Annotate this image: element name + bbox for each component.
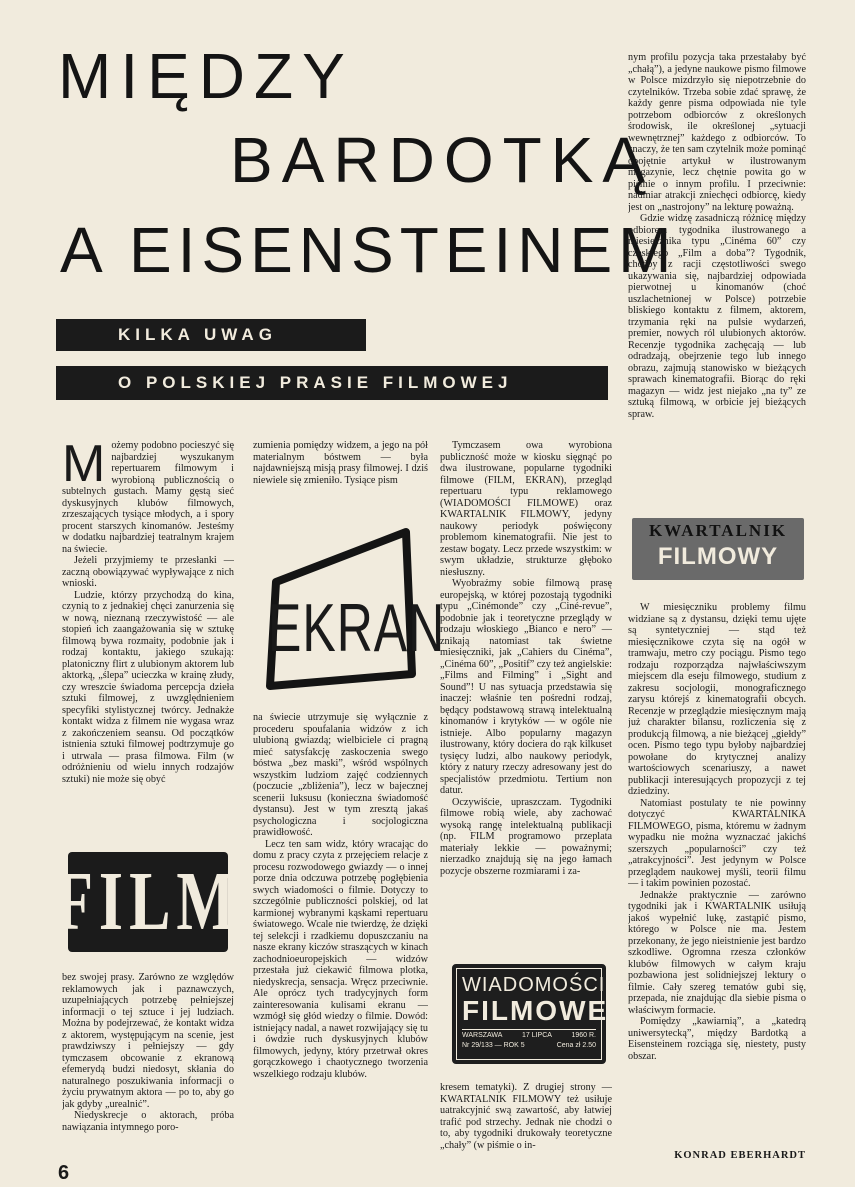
article-column-2-bottom	[253, 712, 428, 1160]
article-column-3-top	[440, 440, 612, 948]
paragraph: kresem tematyki). Z drugiej strony — KWARTALNIK FILMOWY też usiłuje uatrakcyjnić swą zawartość, aby łatwiej trafić pod strzechy. Jednak nie chodzi o to, aby tygodniki drukowały teoretyczne „chały” (w piśmie o in-	[440, 1082, 612, 1151]
article-column-3-bottom	[440, 1082, 612, 1162]
article-column-4-top	[628, 52, 806, 500]
wiadomosci-logo-meta-2	[462, 1040, 596, 1050]
kwartalnik-logo-line-1: KWARTALNIK	[648, 521, 788, 540]
wiadomosci-logo-line-1: WIADOMOŚCI	[462, 974, 606, 996]
paragraph: Oczywiście, upraszczam. Tygodniki filmowe robią wiele, aby zachować wysoką rangę intelektualną publikacji (np. FILM programowo przeplata materiały lekkie — poważnymi; nierzadko znajdują się na jego łamach pozycje obszerne rozmiarami i za-	[440, 796, 612, 877]
kwartalnik-filmowy-logo	[632, 518, 804, 580]
paragraph: na świecie utrzymuje się wyłącznie z procederu spoufalania widzów z ich ulubioną gwiazdą; wielbiciele ci pragną mieć satysfakcję zaskoczenia swego bóstwa „bez maski”, wśród wspólnych wszystkim ludziom zajęć codziennych (poczucie „zbliżenia”), lecz w bajecznej scenerii luksusu (konieczna świadomość dystansu). Jest w tym zresztą jakaś psychologiczna i socjologiczna prawidłowość.	[253, 712, 428, 838]
paragraph: Tymczasem owa wyrobiona publiczność może w kiosku sięgnąć po dwa ilustrowane, popularne tygodniki filmowe (FILM, EKRAN), przegląd repertuaru typu reklamowego (WIADOMOŚCI FILMOWE) oraz KWARTALNIK FILMOWY, jedyny naukowy periodyk poświęcony problemom kinematografii. Nie jest to zestaw bogaty. Lecz przede wszystkim: w swym układzie, strukturze głęboko niesłuszny.	[440, 440, 612, 578]
subtitle-line-1: KILKA UWAG	[118, 325, 277, 344]
headline-line-1: MIĘDZY	[58, 40, 354, 112]
ekran-magazine-logo	[258, 524, 446, 696]
wiadomosci-filmowe-logo	[452, 964, 609, 1064]
paragraph: Ludzie, którzy przychodzą do kina, czynią to z jednakiej chęci zanurzenia się w nową, nieznaną rzeczywistość — ale stopień ich zaangażowania się w sztukę filmową bywa rozmaity, podobnie jak i rodzaj kontaktu, jakiego szukają: platoniczny flirt z ulubionym aktorem lub aktorką, „ślepa” ucieczka w krainę złudy, czy wreszcie świadoma percepcja dzieła sztuki filmowej, z uwzględnieniem specyfiki stylistycznej twórcy. Jednakże kontakt widza z filmem nie wygasa wraz z zakończeniem seansu. Od początków istnienia sztuki filmowej podtrzymuje go i utrwala — prasa filmowa. Film (w odróżnieniu od wielu innych rodzajów sztuki) nie może się obyć	[62, 589, 234, 785]
headline-line-2: BARDOTKĄ	[230, 124, 655, 196]
wiadomosci-meta-right: 1960 R.	[571, 1032, 596, 1039]
wiadomosci-logo-meta	[462, 1029, 596, 1040]
paragraph: nym profilu pozycja taka przestałaby być „chałą”), a jedyne naukowe pismo filmowe w Polsce mizdrzyło się niepotrzebnie do czytelników. Trzeba sobie zdać sprawę, że każdy genre pisma odpowiada nie tyle potrzebom odbiorców z określonych środowisk, ile określonej „sytuacji wewnętrznej” każdego z odbiorców. To znaczy, że ten sam czytelnik może pominąć obojętnie artykuł w ilustrowanym magazynie, lecz chętnie powita go w piśmie o innym profilu. I przeciwnie: nadmiar atrakcji zniechęci odbiorcę, kiedy jest on „nastrojony” na lekturę poważną.	[628, 52, 806, 213]
paragraph: ożemy podobno pocieszyć się najbardziej wyszukanym repertuarem filmowym i wyrobioną publicznością o subtelnych gustach. Mamy gęstą sieć dyskusyjnych klubów filmowych, zrzeszających tysiące młodych, a i spory procent starszych kinomanów. Jesteśmy w dodatku najbardziej teatralnym krajem na świecie.	[62, 440, 234, 555]
kwartalnik-logo-line-2: FILMOWY	[657, 543, 779, 570]
drop-cap: M	[62, 440, 106, 493]
paragraph: Jednakże praktycznie — zarówno tygodniki jak i KWARTALNIK usiłują jakoś wypełnić lukę, zastąpić pismo, którego w Polsce nie ma. Jestem przekonany, że jego nieistnienie jest bardzo szkodliwe. Ogromna rzesza członków klubów filmowych w całym kraju pozbawiona jest solidniejszej lektury o filmie. Cały szereg tematów gubi się, przepada, nie znajdując dla siebie pisma o właściwym formacie.	[628, 889, 806, 1016]
paragraph: W miesięczniku problemy filmu widziane są z dystansu, dzięki temu ujęte są syntetyczniej — stąd też miesięcznikowe czyta się na ogół w tramwaju, metro czy pociągu. Pismo tego rodzaju rozporządza najwłaściwszym miejscem dla eseju filmowego, studium z zakresu socjologii, monograficznego zarysu którejś z kinematografii obcych. Recenzje w przeglądzie miesięcznym mają już charakter bilansu, rozliczenia się z produkcją filmową, a nie bieżącej „giełdy” ocen. Pismo tego typu byłoby najbardziej powołane do krytycznej analizy wartościowych scenariuszy, a nawet publikacji interesujących propozycji z tej dziedziny.	[628, 602, 806, 797]
paragraph: Lecz ten sam widz, który wracając do domu z pracy czyta z przejęciem relacje z procesu rozwodowego gwiazdy — o innej porze dnia odczuwa potrzebę pogłębienia swych wiadomości o filmie. Dotyczy to szczególnie publiczności polskiej, od lat karmionej wybranymi kąskami repertuaru światowego. Wcale nie twierdzę, że dzięki tej selekcji i rzadkiemu dopuszczaniu na nasze ekrany kiczów straszących w kinach zachodnioeuropejskich — widzów przestała już ciekawić filmowa plotka, niedyskrecja, sensacja. Wręcz przeciwnie. Ale oprócz tych tradycyjnych form zainteresowania kulisami ekranu — wzmógł się głód wiedzy o filmie. Dowód: istniejący nadal, a nawet rozwijający się tu i ówdzie ruch dyskusyjnych klubów filmowych, jedyny, który przetrwał okres gorączkowego i chaotycznego tworzenia wszelkiego rodzaju klubów.	[253, 838, 428, 1080]
paragraph: Wyobraźmy sobie filmową prasę europejską, w której pozostają tygodniki typu „Cinémonde” czy „Ciné-revue”, podobnie jak i teoretyczne przeglądy w rodzaju włoskiego „Bianco e nero” — znikają natomiast tak świetne miesięczniki, jak „Cahiers du Cinéma”, „Cinéma 60”, „Positif” czy też angielskie: „Films and Filming” i „Sight and Sound”! U nas sytuacja przedstawia się inaczej: właśnie ten pośredni rodzaj, będący podstawową strawą intelektualną kinomanów i krytyków — w ogóle nie istnieje. Albo popularny magazyn ilustrowany, który dociera do rąk kilkuset tysięcy ludzi, albo naukowy periodyk, który z natury rzeczy adresowany jest do specjalistów przedmiotu. Tertium non datur.	[440, 578, 612, 796]
film-logo-text: FILM	[55, 855, 241, 948]
subtitle-bar-2	[56, 366, 608, 400]
paragraph: Gdzie widzę zasadniczą różnicę między odbiorem tygodnika ilustrowanego a miesięcznika typu „Cinéma 60” czy czeskiego „Film a doba”? Tygodnik, choćby z racji częstotliwości swego ukazywania się, najbardziej odpowiada pierwotnej u kinomanów (choć uszlachetnionej w Polsce) potrzebie bliskiego kontaktu z filmem, aktorem, trzymania ręki na pulsie wydarzeń, premier, nowych ról ulubionych aktorów. Recenzje tygodnika zachęcają — lub odradzają, obejrzenie tego lub innego obrazu, zajmują stanowisko w bieżących sprawach kinematografii. Biorąc do ręki magazyn — widz jest niejako „na ty” ze sztuką filmową, w orbicie jej bieżących spraw.	[628, 213, 806, 420]
wiadomosci-meta2-left: Nr 29/133 — ROK 5	[462, 1042, 525, 1049]
article-column-1-top	[62, 440, 234, 840]
subtitle-line-2: O POLSKIEJ PRASIE FILMOWEJ	[118, 373, 513, 392]
paragraph: Niedyskrecje o aktorach, próba nawiązania intymnego poro-	[62, 1110, 234, 1133]
author-signature: KONRAD EBERHARDT	[674, 1150, 806, 1161]
page-number: 6	[58, 1162, 70, 1184]
paragraph: bez swojej prasy. Zarówno ze względów reklamowych jak i paznawczych, uzupełniających potrzebę pełniejszej informacji o tej sztuce i jej ludziach. Można by podejrzewać, że kontakt widza z aktorem, występującym na scenie, jest prawdziwszy i pełniejszy — gdy tymczasem obcowanie z ekranową efemerydą budzi niedosyt, skłania do naturalnego poszukiwania informacji o życiu prywatnym aktora — po to, aby go jak gdyby „urealnić”.	[62, 972, 234, 1110]
wiadomosci-meta2-right: Cena zł 2.50	[556, 1042, 596, 1049]
wiadomosci-meta-left: WARSZAWA	[462, 1032, 503, 1039]
film-magazine-logo	[55, 852, 241, 952]
headline-line-3: A EISENSTEINEM	[60, 214, 678, 286]
paragraph: zumienia pomiędzy widzem, a jego na pół materialnym bóstwem — była najdawniejszą misją prasy filmowej. I dziś niewiele się zmieniło. Tysiące pism	[253, 440, 428, 486]
article-column-2-top	[253, 440, 428, 498]
wiadomosci-logo-line-2: FILMOWE	[462, 995, 609, 1026]
ekran-logo-text: EKRAN	[268, 590, 446, 666]
wiadomosci-meta-mid: 17 LIPCA	[521, 1032, 552, 1039]
article-column-4-bottom	[628, 602, 806, 1142]
subtitle-bar-1	[56, 319, 366, 351]
paragraph: Pomiędzy „kawiarnią”, a „katedrą uniwersytecką”, między Bardotką a Eisensteinem rozciąga się, niestety, pusty obszar.	[628, 1016, 806, 1062]
article-column-1-bottom	[62, 972, 234, 1160]
paragraph: Natomiast postulaty te nie powinny dotyczyć KWARTALNIKA FILMOWEGO, pisma, któremu w żadnym wypadku nie można wyznaczać jakichś szerszych „popularności” czy też „atrakcyjności”. Jest jedynym w Polsce przeglądem naukowej myśli, teorii filmu — i takim powinien pozostać.	[628, 797, 806, 889]
paragraph: Jeżeli przyjmiemy te przesłanki — zaczną obowiązywać wypływające z nich wnioski.	[62, 555, 234, 589]
